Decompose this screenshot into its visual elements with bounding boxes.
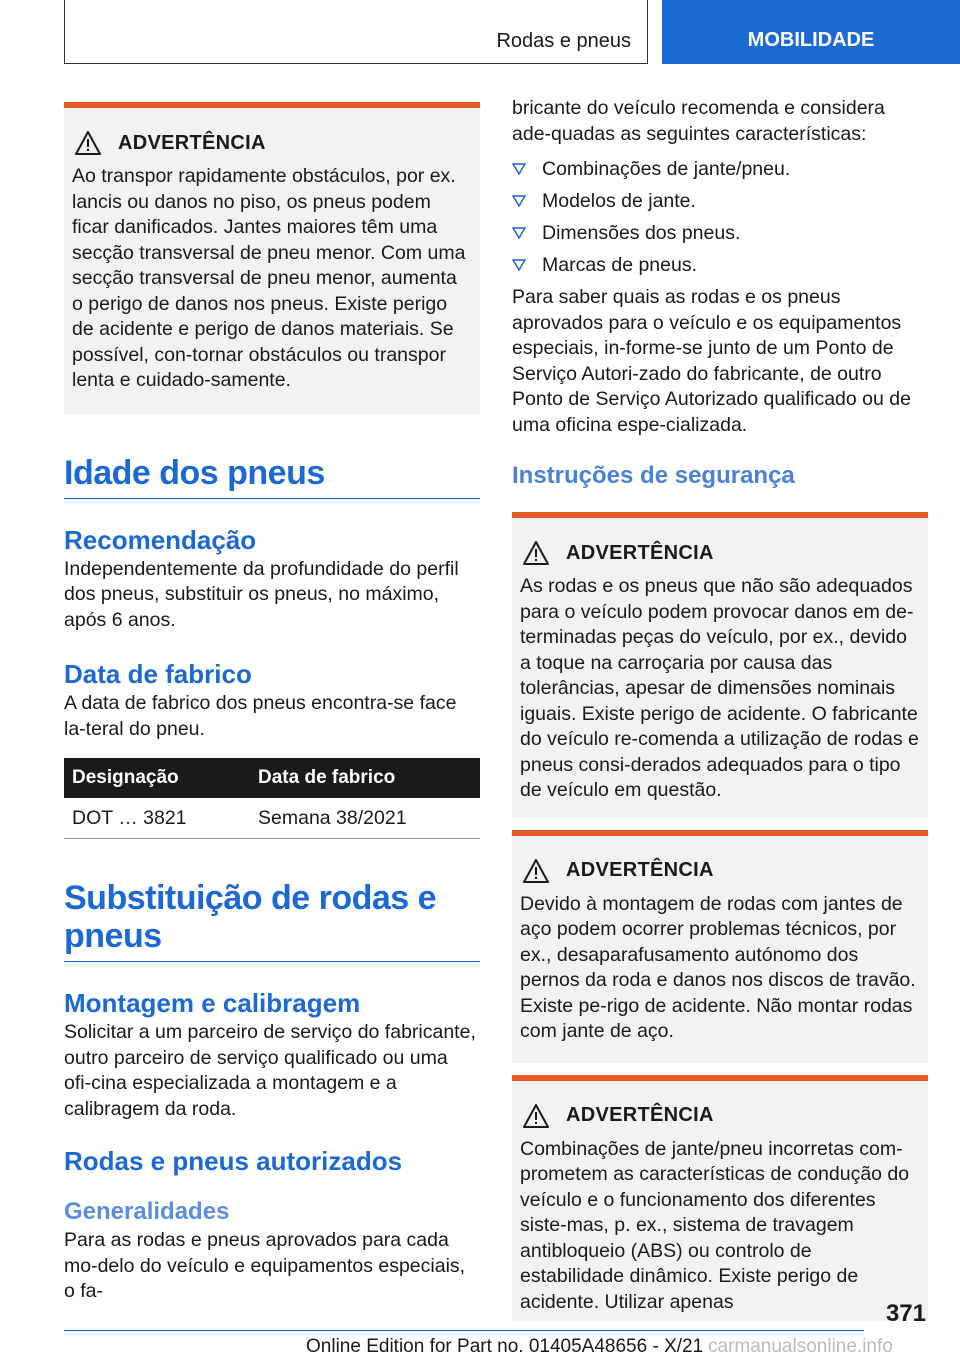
table-header-row — [64, 758, 480, 798]
heading-safety-instructions: Instruções de segurança — [512, 462, 795, 489]
characteristics-list — [512, 157, 928, 278]
heading-recommendation: Recomendação — [64, 524, 257, 555]
list-item-text: Dimensões dos pneus. — [542, 222, 741, 244]
table-cell-designation: DOT … 3821 — [64, 798, 250, 839]
bullet-triangle-icon — [512, 259, 526, 271]
general-text: Para as rodas e pneus aprovados para cada mo-delo do veículo e equipamentos especiais, o fa- — [64, 1229, 466, 1302]
list-item-text: Combinações de jante/pneu. — [542, 158, 791, 180]
manufacture-date-table — [64, 758, 480, 839]
edition-text: Online Edition for Part no. 01405A48656 - X/21 — [306, 1336, 704, 1357]
warning-triangle-icon — [522, 858, 550, 884]
heading-wheel-replacement: Substituição de rodas e pneus — [64, 879, 480, 962]
warning-triangle-icon — [522, 1103, 550, 1129]
warning-header — [520, 540, 920, 566]
manufacture-date-text: A data de fabrico dos pneus encontra-se face la-teral do pneu. — [64, 692, 457, 740]
heading-mounting: Montagem e calibragem — [64, 988, 361, 1018]
left-column — [64, 102, 480, 1305]
table-cell-date: Semana 38/2021 — [250, 798, 480, 839]
heading-manufacture-date: Data de fabrico — [64, 659, 252, 689]
warning-header — [520, 1103, 920, 1129]
warning-title: ADVERTÊNCIA — [566, 1104, 714, 1126]
warning-triangle-icon — [522, 540, 550, 566]
warning-triangle-icon — [74, 130, 102, 156]
bullet-triangle-icon — [512, 163, 526, 175]
warning-text: Devido à montagem de rodas com jantes de aço podem ocorrer problemas técnicos, por ex., desaparafusamento autónomo dos pernos da roda e danos nos discos de travão. Existe pe-rigo de acidente. Não montar rodas com jante de aço. — [520, 892, 916, 1042]
list-item — [512, 221, 928, 246]
warning-title: ADVERTÊNCIA — [566, 541, 714, 564]
watermark-text: carmanualsonline.info — [708, 1336, 893, 1357]
continued-text: bricante do veículo recomenda e considera ade-quadas as seguintes características: — [512, 97, 885, 145]
warning-title: ADVERTÊNCIA — [566, 859, 714, 881]
bullet-triangle-icon — [512, 195, 526, 207]
header-tab-label: MOBILIDADE — [747, 28, 875, 51]
header-section-title: Rodas e pneus — [496, 30, 631, 52]
heading-authorized-wheels: Rodas e pneus autorizados — [64, 1146, 403, 1176]
approved-wheels-text: Para saber quais as rodas e os pneus aprovados para o veículo e os equipamentos especiais, in-forme-se junto de um Ponto de Serviço Autori-zado do fabricante, de outro Ponto de Serviço Autorizado qualificado ou de uma oficina espe-cializada. — [512, 286, 911, 436]
list-item-text: Marcas de pneus. — [542, 254, 698, 276]
header-frame — [64, 0, 648, 64]
table-header-designation: Designação — [64, 758, 250, 798]
warning-box-incorrect-combinations — [512, 1075, 928, 1322]
footer-divider — [64, 1330, 864, 1331]
warning-box-steel-rims — [512, 830, 928, 1063]
list-item-text: Modelos de jante. — [542, 190, 696, 212]
heading-general: Generalidades — [64, 1198, 230, 1225]
list-item — [512, 253, 928, 278]
table-row — [64, 798, 480, 839]
warning-box-obstacles — [64, 102, 480, 414]
warning-box-unsuitable-wheels — [512, 512, 928, 818]
header-tab-mobility[interactable] — [662, 0, 960, 64]
warning-header — [72, 130, 472, 156]
warning-text: Combinações de jante/pneu incorretas com-prometem as características de condução do veículo e o funcionamento dos diferentes siste-mas, p. ex., sistema de travagem antibloqueio (ABS) ou controlo de estabilidade dinâmico. Existe perigo de acidente. Utilizar apenas — [520, 1137, 910, 1313]
table-header-date: Data de fabrico — [250, 758, 480, 798]
mounting-text: Solicitar a um parceiro de serviço do fabricante, outro parceiro de serviço qualificado ou uma ofi-cina especializada a montagem e a calibragem da roda. — [64, 1021, 476, 1120]
heading-tire-age: Idade dos pneus — [64, 454, 480, 499]
list-item — [512, 157, 928, 182]
warning-header — [520, 858, 920, 884]
warning-text: Ao transpor rapidamente obstáculos, por ex. lancis ou danos no piso, os pneus podem ficar danificados. Jantes maiores têm uma secção transversal de pneu menor. Com uma secção transversal de pneu menor, aumenta o perigo de danos nos pneus. Existe perigo de acidente e perigo de danos materiais. Se possível, con-tornar obstáculos ou transpor lenta e cuidado-samente. — [72, 165, 466, 391]
warning-title: ADVERTÊNCIA — [118, 131, 266, 154]
warning-text: As rodas e os pneus que não são adequados para o veículo podem provocar danos em de-terminadas peças do veículo, por ex., devido a toque na carroçaria por causa das tolerâncias, apesar de dimensões nominais iguais. Existe perigo de acidente. O fabricante do veículo re-comenda a utilização de rodas e pneus consi-derados adequados para o tipo de veículo em questão. — [520, 575, 919, 801]
bullet-triangle-icon — [512, 227, 526, 239]
page-number: 371 — [885, 1300, 926, 1327]
right-column — [512, 96, 928, 1321]
list-item — [512, 189, 928, 214]
recommendation-text: Independentemente da profundidade do perfil dos pneus, substituir os pneus, no máximo, após 6 anos. — [64, 557, 459, 631]
